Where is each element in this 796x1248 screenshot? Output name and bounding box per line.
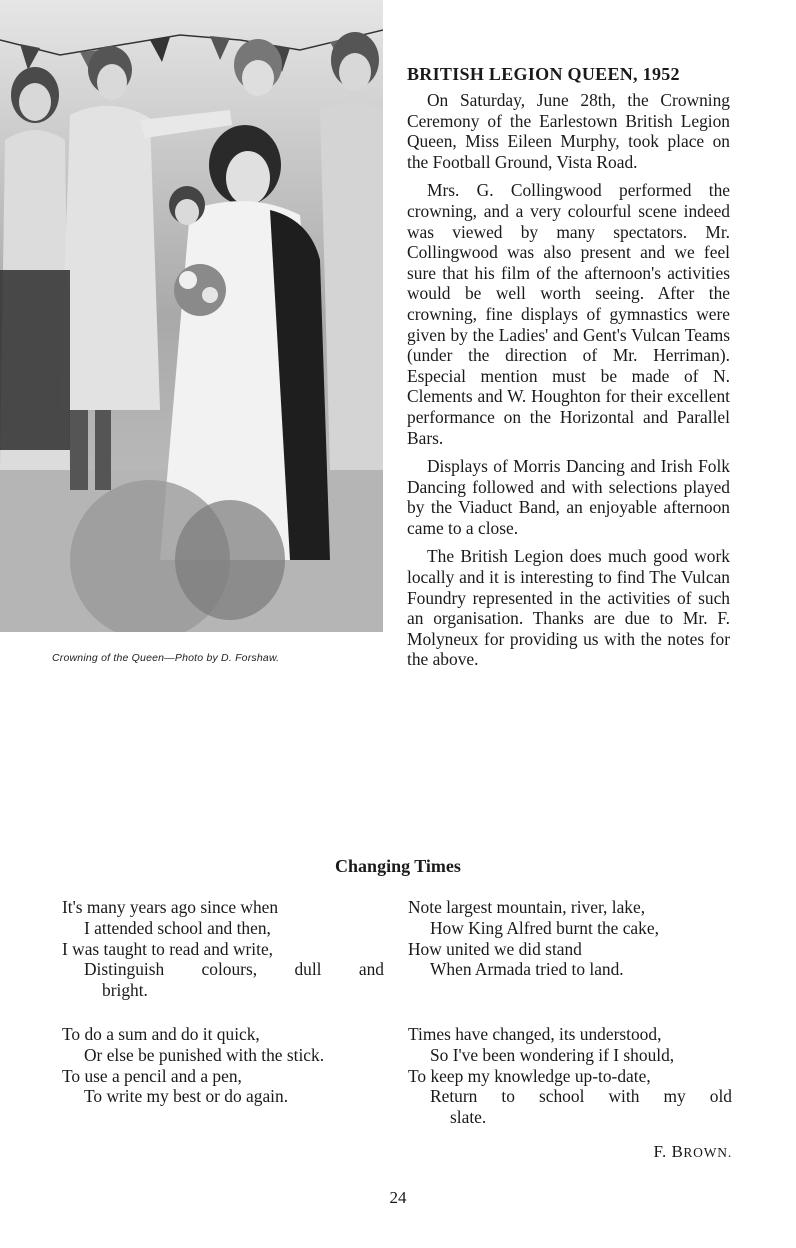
poem-line: To use a pencil and a pen,: [62, 1065, 242, 1086]
article-paragraph: On Saturday, June 28th, the Crowning Ceremony of the Earlestown British Legion Queen, Miss Eileen Murphy, took place on the Football Ground, Vista Road.: [407, 90, 730, 172]
poem-line: To write my best or do again.: [84, 1086, 289, 1107]
poem-word: Return: [430, 1086, 478, 1107]
article-title: BRITISH LEGION QUEEN, 1952: [407, 64, 680, 84]
poem-line: How King Alfred burnt the cake,: [430, 917, 659, 938]
poem-title: Changing Times: [335, 856, 461, 876]
article-paragraph: Mrs. G. Collingwood performed the crowning, and a very colourful scene indeed was viewed by many spectators. Mr. Collingwood was also present and we feel sure that his film of the afternoon's activities would be well worth seeing. After the crowning, fine displays of gymnastics were given by the Ladies' and Gent's Vulcan Teams (under the direction of Mr. Herriman). Especial mention must be made of N. Clements and W. Houghton for their excellent performance on the Horizontal and Parallel Bars.: [407, 180, 730, 448]
poem-line: I was taught to read and write,: [62, 938, 274, 959]
poem-line: [408, 1086, 732, 1107]
author-initial: F. B: [653, 1142, 684, 1161]
poem-line: So I've been wondering if I should,: [430, 1044, 675, 1065]
poem-word: old: [709, 1086, 732, 1107]
poem-word: colours,: [201, 959, 258, 980]
poem-word: dull: [294, 959, 322, 980]
poem-line: Or else be punished with the stick.: [84, 1044, 325, 1065]
article-paragraph: The British Legion does much good work locally and it is interesting to find The Vulcan Foundry represented in the activities of such an organisation. Thanks are due to Mr. F. Molyneux for providing us with the notes for the above.: [407, 546, 730, 670]
poem-word: and: [358, 959, 384, 980]
poem-stanza-2: [62, 1024, 392, 1107]
poem-line: Times have changed, its understood,: [408, 1024, 662, 1044]
poem-stanza-1: [62, 897, 384, 1001]
photo-illustration: [0, 0, 383, 632]
crowning-photo: [0, 0, 383, 632]
article: [407, 64, 730, 678]
poem-line: When Armada tried to land.: [430, 959, 624, 980]
page-number: 24: [389, 1188, 407, 1207]
article-paragraph: Displays of Morris Dancing and Irish Folk Dancing followed and with selections played by the Viaduct Band, an enjoyable afternoon came to a close.: [407, 456, 730, 538]
author-surname: ROWN.: [683, 1145, 732, 1160]
poem-line: To keep my knowledge up-to-date,: [408, 1065, 651, 1086]
photo-caption: Crowning of the Queen—Photo by D. Forshaw.: [52, 652, 280, 664]
poem-stanza-4: [408, 1024, 738, 1128]
poem-author: [653, 1142, 732, 1162]
poem-line: [62, 959, 384, 980]
poem-stanza-3: [408, 897, 738, 980]
poem-line: I attended school and then,: [84, 917, 271, 938]
poem-line: Note largest mountain, river, lake,: [408, 897, 646, 917]
poem-word: my: [663, 1086, 686, 1107]
poem-line: It's many years ago since when: [62, 897, 279, 917]
poem-word: school: [539, 1086, 585, 1107]
poem-line: To do a sum and do it quick,: [62, 1024, 260, 1044]
poem-word: with: [608, 1086, 640, 1107]
poem-line: bright.: [102, 980, 148, 1001]
poem-line: How united we did stand: [408, 938, 582, 959]
poem-word: Distinguish: [84, 959, 165, 980]
poem-line: slate.: [450, 1107, 487, 1128]
poem-word: to: [501, 1086, 515, 1107]
